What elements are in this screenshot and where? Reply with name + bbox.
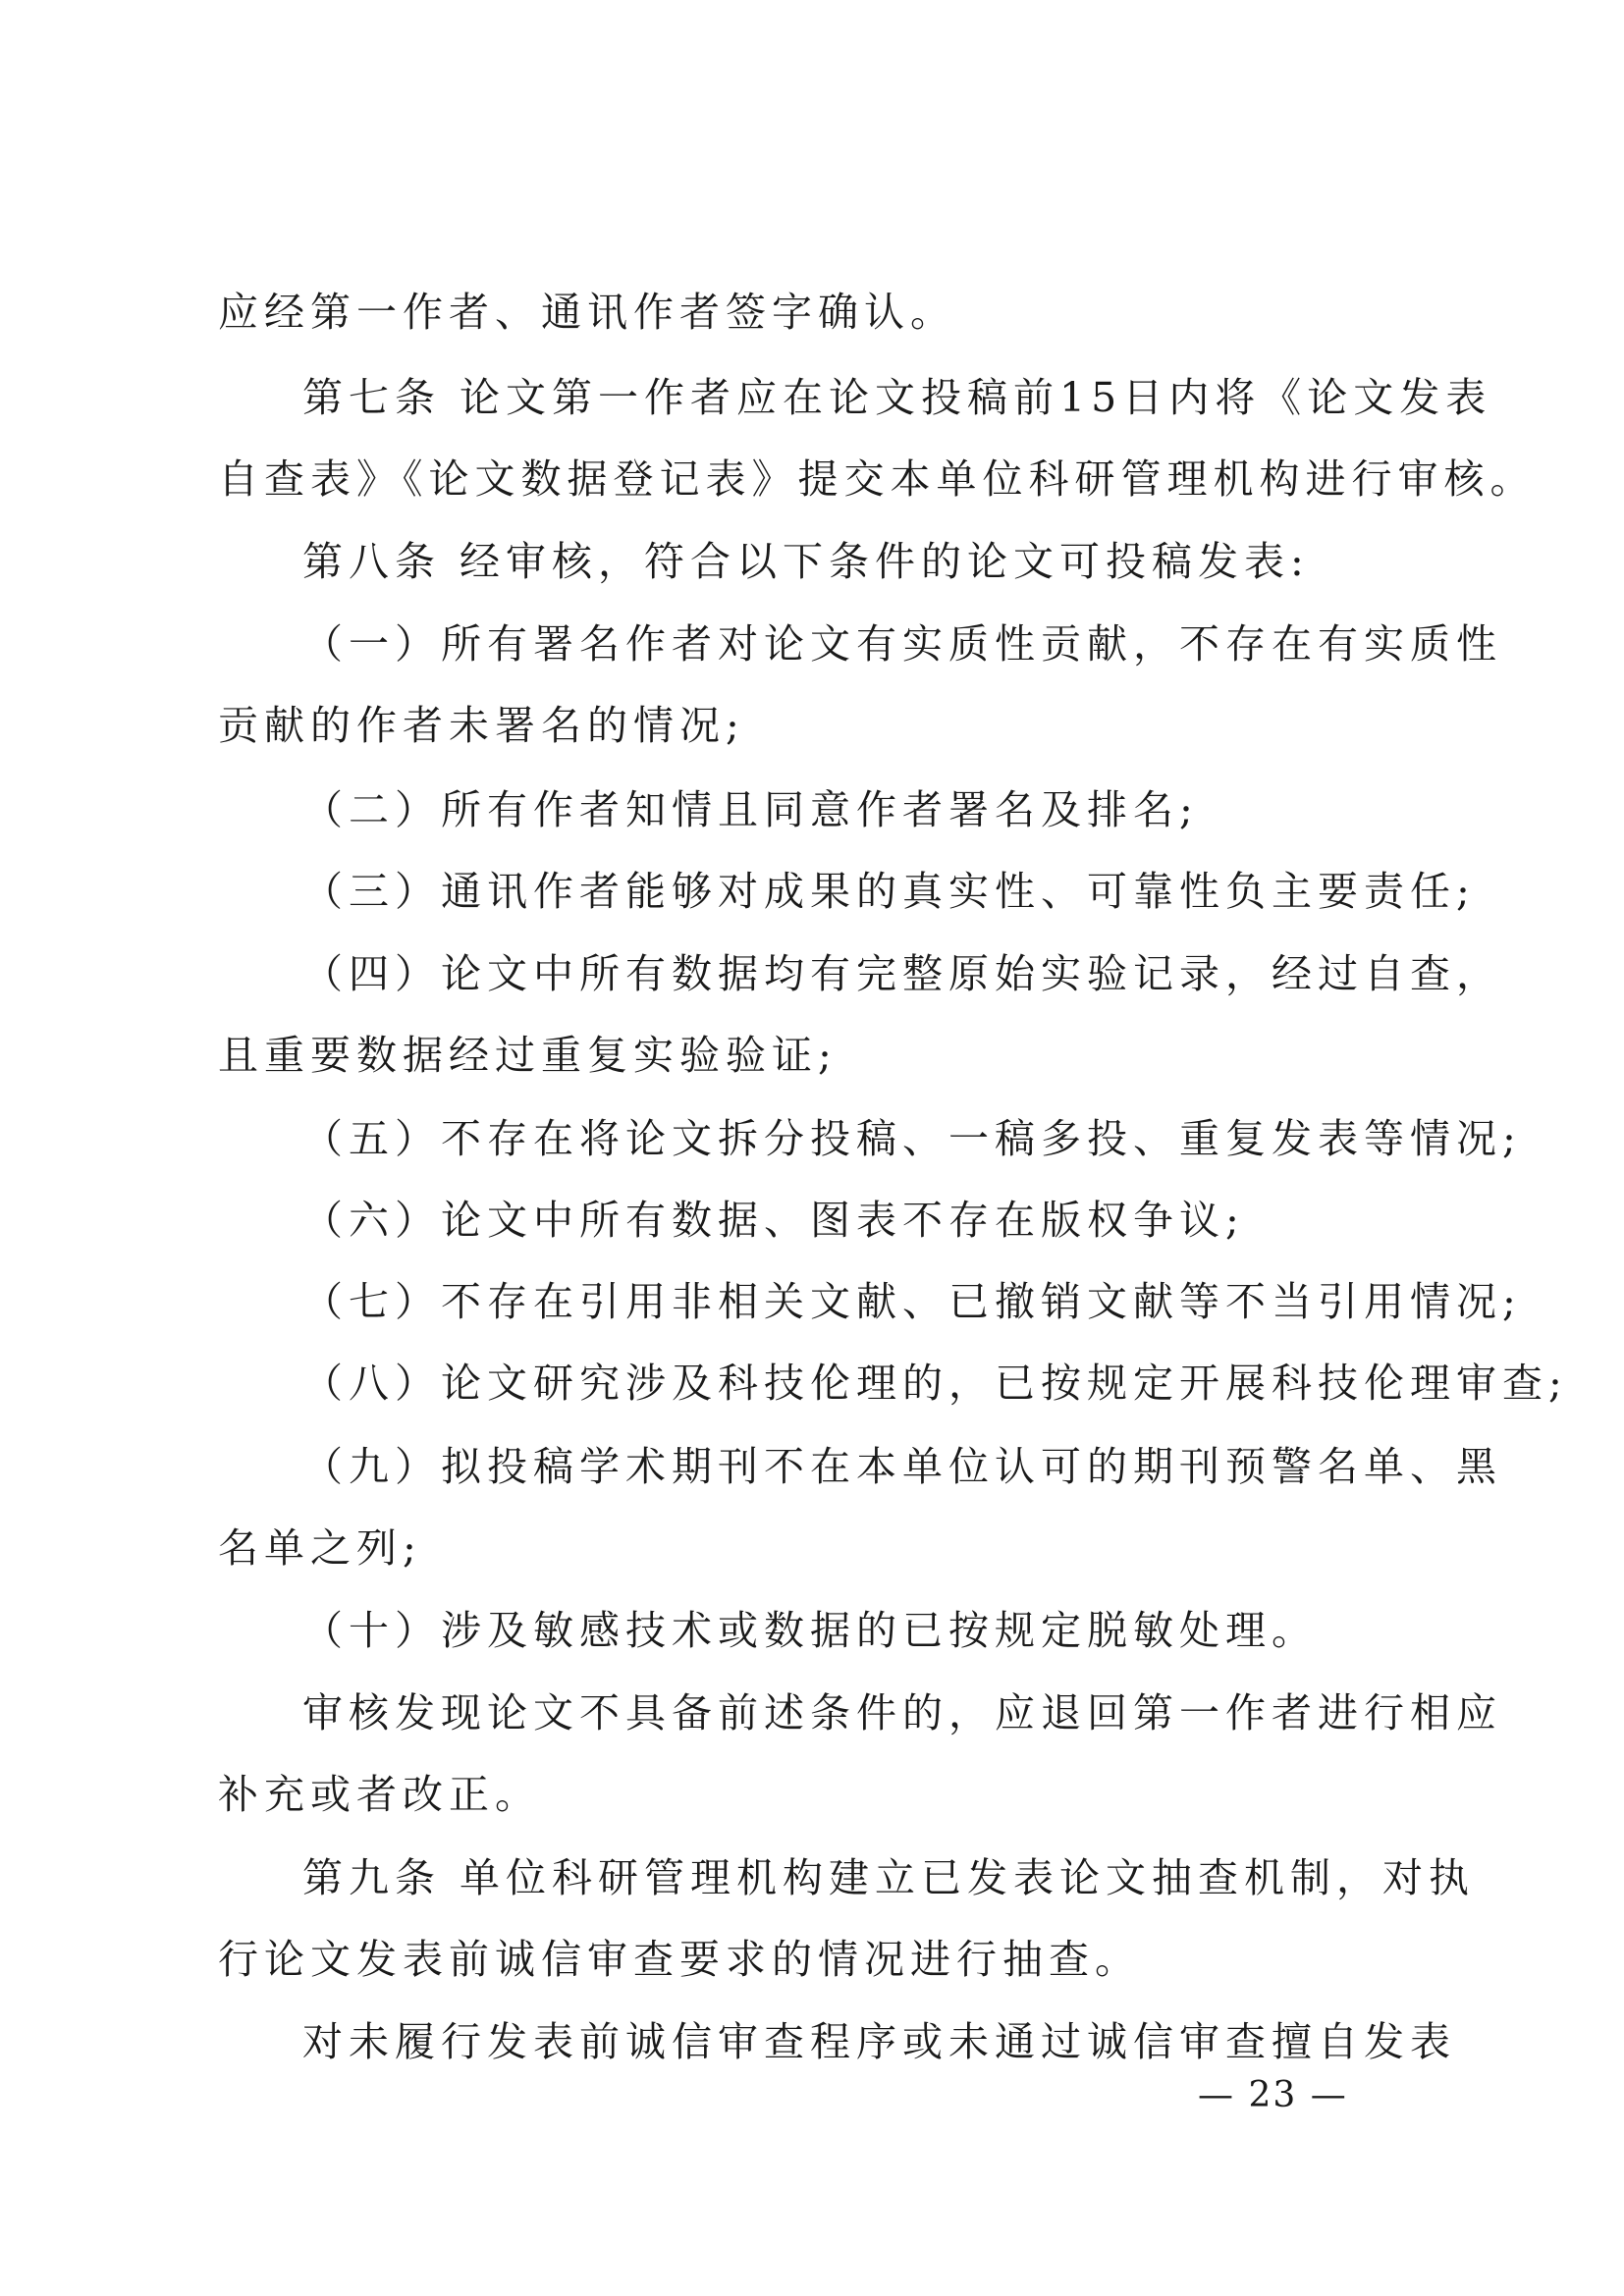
condition-6-line: （六）论文中所有数据、图表不存在版权争议;	[302, 1197, 1245, 1244]
text-line: 补充或者改正。	[218, 1771, 541, 1818]
text-line: 且重要数据经过重复实验验证;	[218, 1032, 838, 1079]
text-line: 行论文发表前诚信审查要求的情况进行抽查。	[218, 1936, 1141, 1983]
article-9-line: 第九条 单位科研管理机构建立已发表论文抽查机制，对执	[302, 1854, 1476, 1901]
condition-5-line: （五）不存在将论文拆分投稿、一稿多投、重复发表等情况;	[302, 1115, 1522, 1162]
text-line: 应经第一作者、通讯作者签字确认。	[218, 289, 956, 336]
condition-7-line: （七）不存在引用非相关文献、已撤销文献等不当引用情况;	[302, 1278, 1522, 1325]
condition-10-line: （十）涉及敏感技术或数据的已按规定脱敏处理。	[302, 1607, 1318, 1654]
article-8-line: 第八条 经审核，符合以下条件的论文可投稿发表:	[302, 538, 1310, 585]
condition-1-line: （一）所有署名作者对论文有实质性贡献，不存在有实质性	[302, 620, 1502, 667]
article-7-line: 第七条 论文第一作者应在论文投稿前15日内将《论文发表	[302, 374, 1492, 421]
condition-8-line: （八）论文研究涉及科技伦理的，已按规定开展科技伦理审查;	[302, 1360, 1568, 1407]
text-line: 自查表》《论文数据登记表》提交本单位科研管理机构进行审核。	[218, 455, 1537, 503]
text-line: 名单之列;	[218, 1524, 422, 1572]
text-line: 对未履行发表前诚信审查程序或未通过诚信审查擅自发表	[302, 2018, 1456, 2065]
condition-3-line: （三）通讯作者能够对成果的真实性、可靠性负主要责任;	[302, 868, 1476, 915]
condition-4-line: （四）论文中所有数据均有完整原始实验记录，经过自查，	[302, 950, 1502, 997]
text-line: 贡献的作者未署名的情况;	[218, 702, 745, 749]
condition-9-line: （九）拟投稿学术期刊不在本单位认可的期刊预警名单、黑	[302, 1443, 1502, 1490]
review-result-line: 审核发现论文不具备前述条件的，应退回第一作者进行相应	[302, 1689, 1502, 1736]
condition-2-line: （二）所有作者知情且同意作者署名及排名;	[302, 786, 1199, 833]
page-number: — 23 —	[1198, 2075, 1348, 2115]
